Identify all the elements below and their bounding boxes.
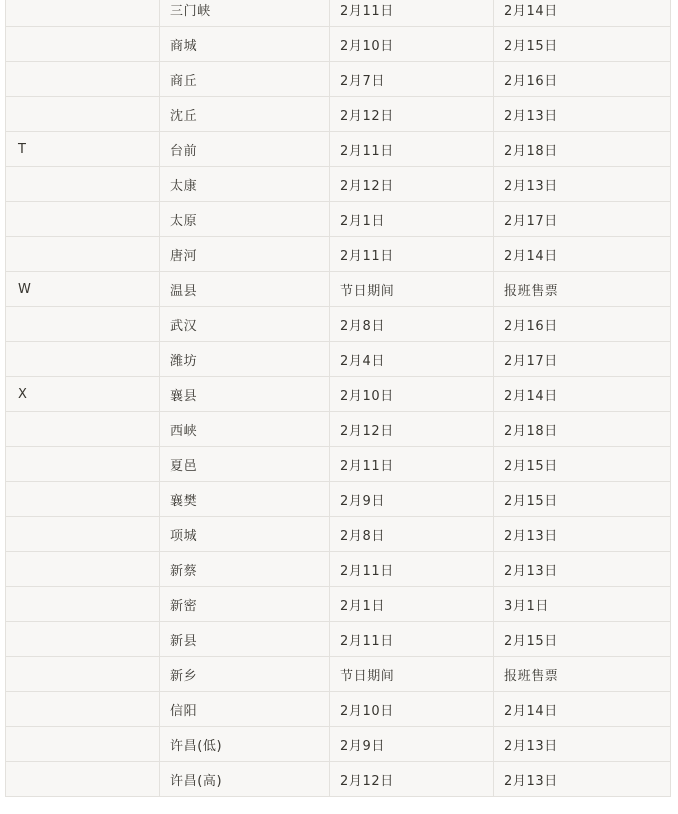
letter-cell[interactable]	[6, 62, 160, 97]
city-cell[interactable]: 襄樊	[160, 482, 330, 517]
city-cell[interactable]: 新乡	[160, 657, 330, 692]
city-cell[interactable]: 西峡	[160, 412, 330, 447]
table-row	[6, 447, 671, 482]
table-row	[6, 377, 671, 412]
city-cell[interactable]: 新密	[160, 587, 330, 622]
table-row	[6, 27, 671, 62]
table-row	[6, 762, 671, 797]
start-date-cell[interactable]: 2月12日	[330, 167, 494, 202]
end-date-cell[interactable]: 2月17日	[494, 342, 671, 377]
end-date-cell[interactable]: 2月17日	[494, 202, 671, 237]
end-date-cell[interactable]: 2月15日	[494, 482, 671, 517]
start-date-cell[interactable]: 2月9日	[330, 482, 494, 517]
start-date-cell[interactable]: 2月10日	[330, 27, 494, 62]
start-date-cell[interactable]: 2月9日	[330, 727, 494, 762]
city-cell[interactable]: 太原	[160, 202, 330, 237]
start-date-cell[interactable]: 2月8日	[330, 517, 494, 552]
end-date-cell[interactable]: 报班售票	[494, 657, 671, 692]
table-row	[6, 0, 671, 27]
start-date-cell[interactable]: 2月10日	[330, 692, 494, 727]
end-date-cell[interactable]: 2月15日	[494, 622, 671, 657]
city-cell[interactable]: 沈丘	[160, 97, 330, 132]
letter-cell[interactable]	[6, 727, 160, 762]
city-cell[interactable]: 商丘	[160, 62, 330, 97]
start-date-cell[interactable]: 2月11日	[330, 622, 494, 657]
end-date-cell[interactable]: 2月14日	[494, 0, 671, 27]
end-date-cell[interactable]: 2月13日	[494, 762, 671, 797]
start-date-cell[interactable]: 2月1日	[330, 202, 494, 237]
table-row	[6, 552, 671, 587]
end-date-cell[interactable]: 2月14日	[494, 377, 671, 412]
end-date-cell[interactable]: 2月18日	[494, 132, 671, 167]
start-date-cell[interactable]: 2月10日	[330, 377, 494, 412]
city-cell[interactable]: 新蔡	[160, 552, 330, 587]
letter-cell[interactable]	[6, 27, 160, 62]
end-date-cell[interactable]: 2月14日	[494, 237, 671, 272]
schedule-table-container	[5, 0, 670, 797]
end-date-cell[interactable]: 2月14日	[494, 692, 671, 727]
letter-cell[interactable]	[6, 692, 160, 727]
end-date-cell[interactable]: 报班售票	[494, 272, 671, 307]
letter-cell[interactable]	[6, 517, 160, 552]
letter-cell[interactable]	[6, 237, 160, 272]
letter-cell[interactable]	[6, 622, 160, 657]
start-date-cell[interactable]: 2月12日	[330, 97, 494, 132]
start-date-cell[interactable]: 2月8日	[330, 307, 494, 342]
city-cell[interactable]: 许昌(低)	[160, 727, 330, 762]
letter-cell[interactable]	[6, 97, 160, 132]
city-cell[interactable]: 信阳	[160, 692, 330, 727]
city-cell[interactable]: 项城	[160, 517, 330, 552]
city-cell[interactable]: 襄县	[160, 377, 330, 412]
table-row	[6, 97, 671, 132]
start-date-cell[interactable]: 2月7日	[330, 62, 494, 97]
table-row	[6, 237, 671, 272]
table-row	[6, 202, 671, 237]
start-date-cell[interactable]: 2月11日	[330, 132, 494, 167]
city-cell[interactable]: 温县	[160, 272, 330, 307]
city-cell[interactable]: 新县	[160, 622, 330, 657]
letter-cell[interactable]	[6, 342, 160, 377]
table-row	[6, 342, 671, 377]
end-date-cell[interactable]: 2月13日	[494, 552, 671, 587]
table-row	[6, 517, 671, 552]
letter-cell[interactable]: W	[6, 272, 160, 307]
city-cell[interactable]: 武汉	[160, 307, 330, 342]
schedule-table	[5, 0, 671, 797]
table-row	[6, 272, 671, 307]
city-cell[interactable]: 太康	[160, 167, 330, 202]
table-row	[6, 482, 671, 517]
city-cell[interactable]: 夏邑	[160, 447, 330, 482]
letter-cell[interactable]	[6, 587, 160, 622]
letter-cell[interactable]	[6, 482, 160, 517]
table-row	[6, 132, 671, 167]
city-cell[interactable]: 台前	[160, 132, 330, 167]
city-cell[interactable]: 商城	[160, 27, 330, 62]
table-row	[6, 622, 671, 657]
start-date-cell[interactable]: 2月11日	[330, 0, 494, 27]
end-date-cell[interactable]: 2月13日	[494, 727, 671, 762]
end-date-cell[interactable]: 2月13日	[494, 97, 671, 132]
letter-cell[interactable]	[6, 447, 160, 482]
city-cell[interactable]: 许昌(高)	[160, 762, 330, 797]
letter-cell[interactable]: X	[6, 377, 160, 412]
table-row	[6, 412, 671, 447]
city-cell[interactable]: 唐河	[160, 237, 330, 272]
letter-cell[interactable]: T	[6, 132, 160, 167]
end-date-cell[interactable]: 2月13日	[494, 167, 671, 202]
start-date-cell[interactable]: 2月12日	[330, 762, 494, 797]
letter-cell[interactable]	[6, 552, 160, 587]
end-date-cell[interactable]: 2月16日	[494, 307, 671, 342]
end-date-cell[interactable]: 2月16日	[494, 62, 671, 97]
end-date-cell[interactable]: 2月15日	[494, 27, 671, 62]
end-date-cell[interactable]: 2月13日	[494, 517, 671, 552]
start-date-cell[interactable]: 2月11日	[330, 447, 494, 482]
table-row	[6, 307, 671, 342]
start-date-cell[interactable]: 2月11日	[330, 552, 494, 587]
letter-cell[interactable]	[6, 307, 160, 342]
table-row	[6, 657, 671, 692]
start-date-cell[interactable]: 2月12日	[330, 412, 494, 447]
start-date-cell[interactable]: 节日期间	[330, 272, 494, 307]
table-row	[6, 692, 671, 727]
table-row	[6, 167, 671, 202]
end-date-cell[interactable]: 3月1日	[494, 587, 671, 622]
letter-cell[interactable]	[6, 202, 160, 237]
letter-cell[interactable]	[6, 412, 160, 447]
end-date-cell[interactable]: 2月18日	[494, 412, 671, 447]
end-date-cell[interactable]: 2月15日	[494, 447, 671, 482]
start-date-cell[interactable]: 2月11日	[330, 237, 494, 272]
city-cell[interactable]: 潍坊	[160, 342, 330, 377]
start-date-cell[interactable]: 2月4日	[330, 342, 494, 377]
city-cell[interactable]: 三门峡	[160, 0, 330, 27]
schedule-table-body	[6, 0, 671, 797]
table-row	[6, 587, 671, 622]
letter-cell[interactable]	[6, 762, 160, 797]
table-row	[6, 727, 671, 762]
table-row	[6, 62, 671, 97]
letter-cell[interactable]	[6, 0, 160, 27]
letter-cell[interactable]	[6, 657, 160, 692]
letter-cell[interactable]	[6, 167, 160, 202]
start-date-cell[interactable]: 节日期间	[330, 657, 494, 692]
start-date-cell[interactable]: 2月1日	[330, 587, 494, 622]
